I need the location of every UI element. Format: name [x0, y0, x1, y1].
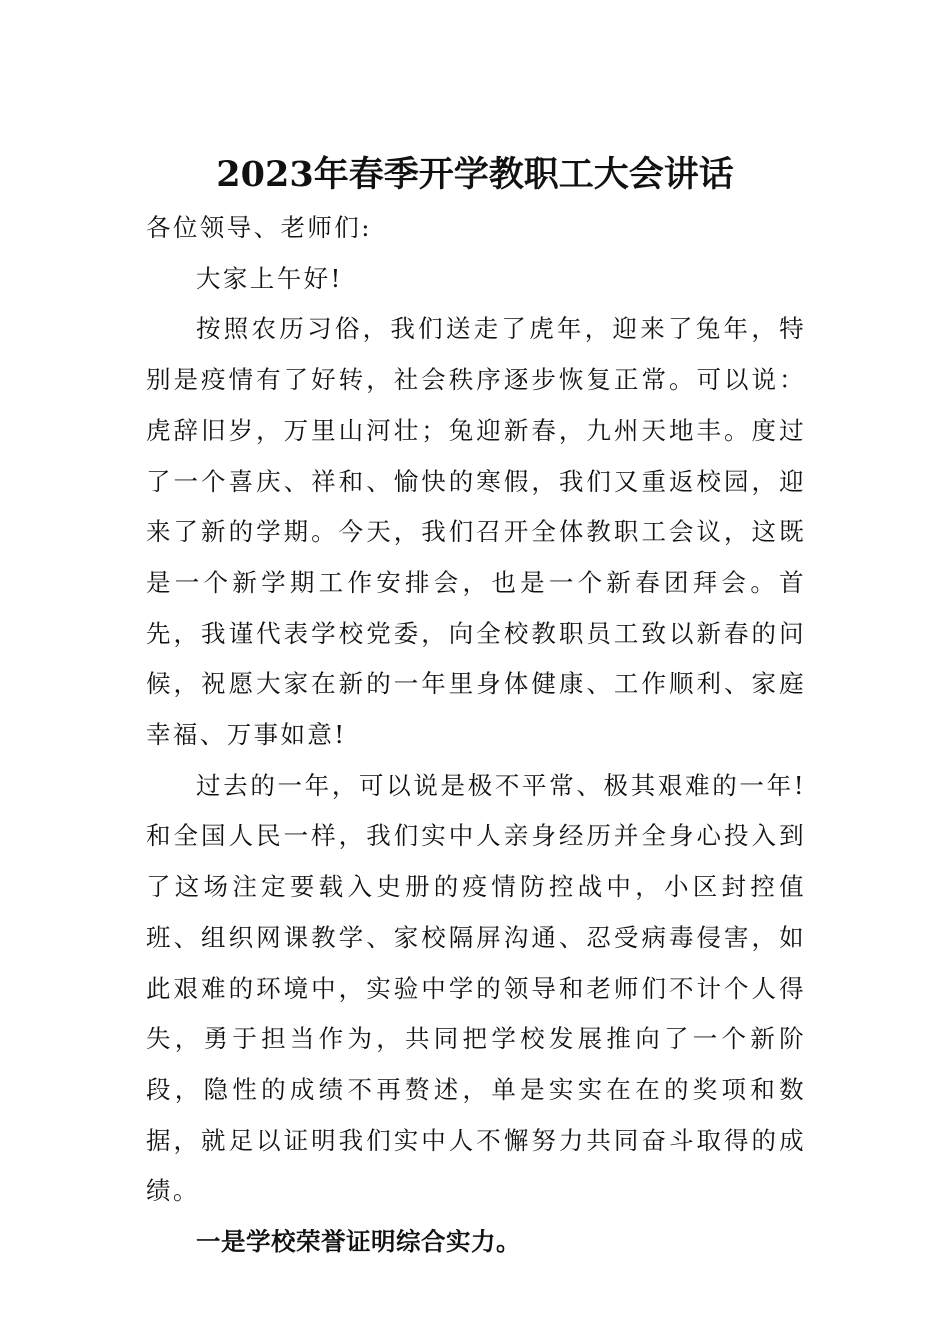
paragraph: 按照农历习俗，我们送走了虎年，迎来了兔年，特别是疫情有了好转，社会秩序逐步恢复正常。可以说：虎辞旧岁，万里山河壮；兔迎新春，九州天地丰。度过了一个喜庆、祥和、愉快的寒假，我们又重返校园，迎来了新的学期。今天，我们召开全体教职工会议，这既是一个新学期工作安排会，也是一个新春团拜会。首先，我谨代表学校党委，向全校教职员工致以新春的问候，祝愿大家在新的一年里身体健康、工作顺利、家庭幸福、万事如意!: [146, 314, 806, 750]
paragraph: 过去的一年，可以说是极不平常、极其艰难的一年!和全国人民一样，我们实中人亲身经历并全身心投入到了这场注定要载入史册的疫情防控战中，小区封控值班、组织网课教学、家校隔屏沟通、忍受病毒侵害，如此艰难的环境中，实验中学的领导和老师们不计个人得失，勇于担当作为，共同把学校发展推向了一个新阶段，隐性的成绩不再赘述，单是实实在在的奖项和数据，就足以证明我们实中人不懈努力共同奋斗取得的成绩。: [146, 770, 806, 1206]
salutation: 各位领导、老师们:: [146, 213, 372, 242]
document-body: [146, 203, 806, 1268]
section-heading: 一是学校荣誉证明综合实力。: [196, 1227, 521, 1257]
greeting: 大家上午好!: [196, 263, 343, 293]
document-title: 2023年春季开学教职工大会讲话: [216, 154, 734, 195]
